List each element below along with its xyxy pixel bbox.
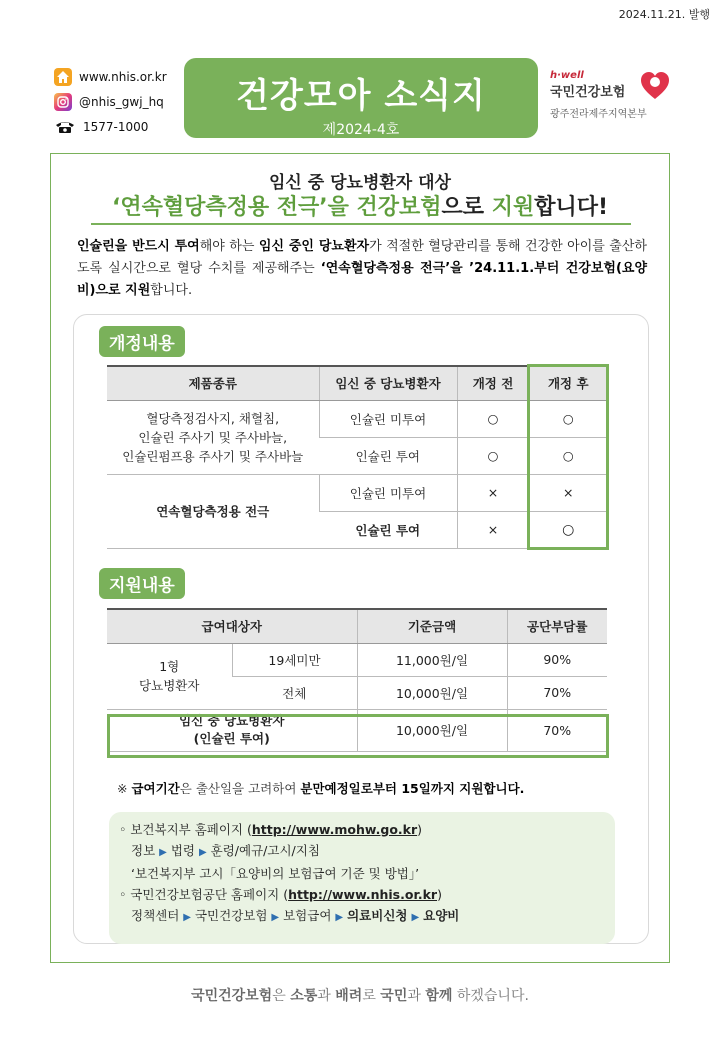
brand-region: 광주전라제주지역본부 <box>550 109 647 120</box>
col-before: 개정 전 <box>457 366 529 400</box>
nhis-logo <box>550 70 680 120</box>
product-cgm-sensor: 연속혈당측정용 전극 <box>107 474 319 548</box>
arrow-right-icon: ▶ <box>271 912 280 923</box>
table-row: 연속혈당측정용 전극 인슐린 미투여 × × <box>107 474 607 511</box>
intro-paragraph: 인슐린을 반드시 투여해야 하는 임신 중인 당뇨환자가 적절한 혈당관리를 통해 건강한 아이를 출산하도록 실시간으로 혈당 수치를 제공해주는 ‘연속혈당측정용 전극’을 ’24.11.1.부터 건강보험(요양비)으로 지원합니다. <box>77 239 648 298</box>
instagram-contact[interactable] <box>54 89 167 114</box>
pregnant-diabetes: 임신 중 당뇨병환자 (인슐린 투여) <box>107 709 357 751</box>
arrow-right-icon: ▶ <box>159 847 167 858</box>
mohw-link[interactable]: http://www.mohw.go.kr <box>251 822 418 837</box>
headline-divider <box>91 223 631 225</box>
nhis-link[interactable]: http://www.nhis.or.kr <box>288 887 438 902</box>
mohw-path: 정보 ▶ 법령 ▶ 훈령/예규/고시/지침 <box>131 843 320 858</box>
website-text: www.nhis.or.kr <box>79 69 167 84</box>
col-patient: 임신 중 당뇨병환자 <box>319 366 457 400</box>
arrow-right-icon: ▶ <box>198 847 207 858</box>
product-supplies: 혈당측정검사지, 채혈침, 인슐린 주사기 및 주사바늘, 인슐린펌프용 주사기 및 주사바늘 <box>107 400 319 474</box>
nhis-path: 정책센터 ▶ 국민건강보험 ▶ 보험급여 ▶ 의료비신청 ▶ 요양비 <box>131 908 460 923</box>
headline-insurance: 건강보험 <box>356 195 442 220</box>
table-row: 인슐린 투여 ○ ○ <box>107 437 607 474</box>
phone-icon <box>54 118 76 136</box>
newsletter-title: 건강모아 소식지 <box>236 76 486 116</box>
headline-support: 지원 <box>491 195 535 220</box>
table-row: 임신 중 당뇨병환자 (인슐린 투여) 10,000원/일 70% <box>107 709 607 751</box>
instagram-icon <box>54 93 72 111</box>
footer-slogan: 국민건강보험은 소통과 배려로 국민과 함께 하겠습니다. <box>191 988 529 1004</box>
contact-info <box>54 64 167 139</box>
headline-line2: ‘연속혈당측정용 전극’을 건강보험으로 지원합니다! <box>111 195 609 220</box>
mohw-notice: ‘보건복지부 고시「요양비의 보험급여 기준 및 방법」’ <box>131 866 420 881</box>
instagram-text: @nhis_gwj_hq <box>79 94 164 109</box>
col-after: 개정 후 <box>529 366 607 400</box>
revision-header-row <box>107 366 607 400</box>
section-tag-revision: 개정내용 <box>99 326 185 357</box>
col-amount: 기준금액 <box>357 609 507 643</box>
type1-diabetes: 1형 당뇨병환자 <box>107 643 232 709</box>
support-table <box>107 608 607 752</box>
headline-device: 연속혈당측정용 전극 <box>120 195 320 220</box>
benefit-period-note: ※ 급여기간은 출산일을 고려하여 분만예정일로부터 15일까지 지원합니다. <box>117 781 525 796</box>
table-row: 1형 당뇨병환자 19세미만 11,000원/일 90% <box>107 643 607 676</box>
arrow-right-icon: ▶ <box>411 912 420 923</box>
phone-text: 1577-1000 <box>83 119 149 134</box>
issue-date: 2024.11.21. 발행 <box>618 8 710 21</box>
issue-number: 제2024-4호 <box>322 122 400 138</box>
home-icon <box>54 68 72 86</box>
heart-logo-icon <box>640 72 670 100</box>
headline-line1: 임신 중 당뇨병환자 대상 <box>269 173 451 193</box>
table-row: 전체 10,000원/일 70% <box>107 676 607 709</box>
support-header-row <box>107 609 607 643</box>
hwell-logo-text: h·well <box>550 70 584 81</box>
col-rate: 공단부담률 <box>507 609 607 643</box>
revision-table <box>107 365 607 549</box>
table-row: 인슐린 투여 × ○ <box>107 511 607 548</box>
section-tag-support: 지원내용 <box>99 568 185 599</box>
website-contact[interactable] <box>54 64 167 89</box>
reference-info-box <box>109 812 615 944</box>
brand-name: 국민건강보험 <box>550 85 626 100</box>
col-recipient: 급여대상자 <box>107 609 357 643</box>
nhis-line: ◦ 국민건강보험공단 홈페이지 (http://www.nhis.or.kr) <box>119 887 442 902</box>
arrow-right-icon: ▶ <box>335 912 344 923</box>
newsletter-title-box <box>184 58 538 138</box>
arrow-right-icon: ▶ <box>183 912 191 923</box>
table-row: 혈당측정검사지, 채혈침, 인슐린 주사기 및 주사바늘, 인슐린펌프용 주사기 및 주사바늘 인슐린 미투여 ○ ○ <box>107 400 607 437</box>
phone-contact[interactable] <box>54 114 167 139</box>
mohw-line: ◦ 보건복지부 홈페이지 (http://www.mohw.go.kr) <box>119 822 423 837</box>
col-product: 제품종류 <box>107 366 319 400</box>
main-panel <box>50 153 670 963</box>
